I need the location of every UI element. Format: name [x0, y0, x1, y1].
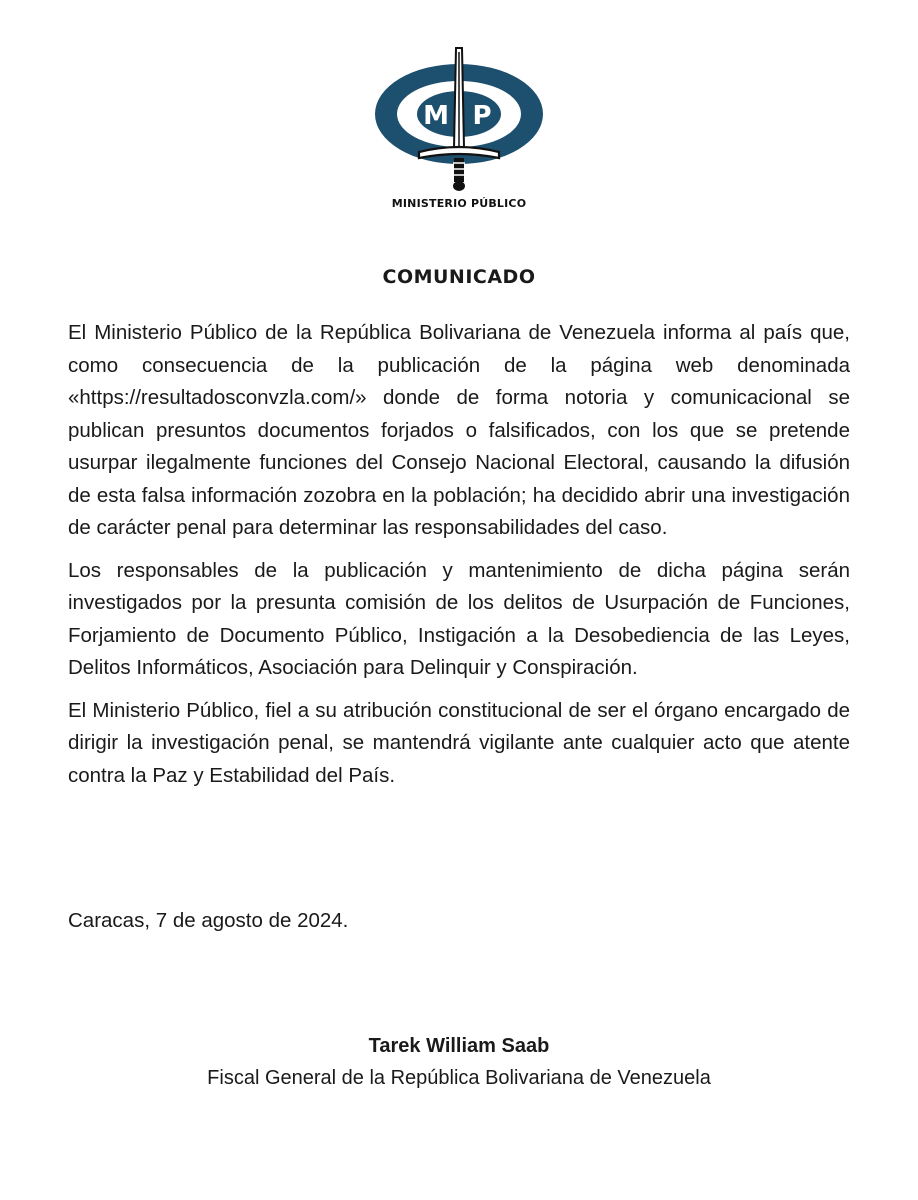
sword-emblem-icon: [364, 44, 554, 214]
svg-text:P: P: [472, 101, 492, 131]
place-date: Caracas, 7 de agosto de 2024.: [68, 909, 349, 932]
signer-title: Fiscal General de la República Bolivariana de Venezuela: [207, 1067, 711, 1089]
ministerio-publico-logo: [364, 44, 554, 214]
signer-name: Tarek William Saab: [368, 1035, 550, 1057]
paragraph-1: El Ministerio Público de la República Bolivariana de Venezuela informa al país que, como consecuencia de la publicación de la página web denominada «https://resultadosconvzla.com/» donde de forma notoria y comunicacional se publican presuntos documentos forjados o falsificados, con los que se pretende usurpar ilegalmente funciones del Consejo Nacional Electoral, causando la difusión de esta falsa información zozobra en la población; ha decidido abrir una investigación de carácter penal para determinar las responsabilidades del caso.: [68, 321, 850, 539]
document-title: COMUNICADO: [382, 266, 536, 288]
document-body: [68, 317, 850, 802]
paragraph-3: El Ministerio Público, fiel a su atribución constitucional de ser el órgano encargado de dirigir la investigación penal, se mantendrá vigilante ante cualquier acto que atente contra la Paz y Estabilidad del País.: [68, 698, 850, 787]
logo-caption: MINISTERIO PÚBLICO: [391, 197, 527, 210]
paragraph-2: Los responsables de la publicación y mantenimiento de dicha página serán investigados por la presunta comisión de los delitos de Usurpación de Funciones, Forjamiento de Documento Público, Instigación a la Desobediencia de las Leyes, Delitos Informáticos, Asociación para Delinquir y Conspiración.: [68, 558, 850, 679]
svg-text:M: M: [423, 101, 449, 131]
